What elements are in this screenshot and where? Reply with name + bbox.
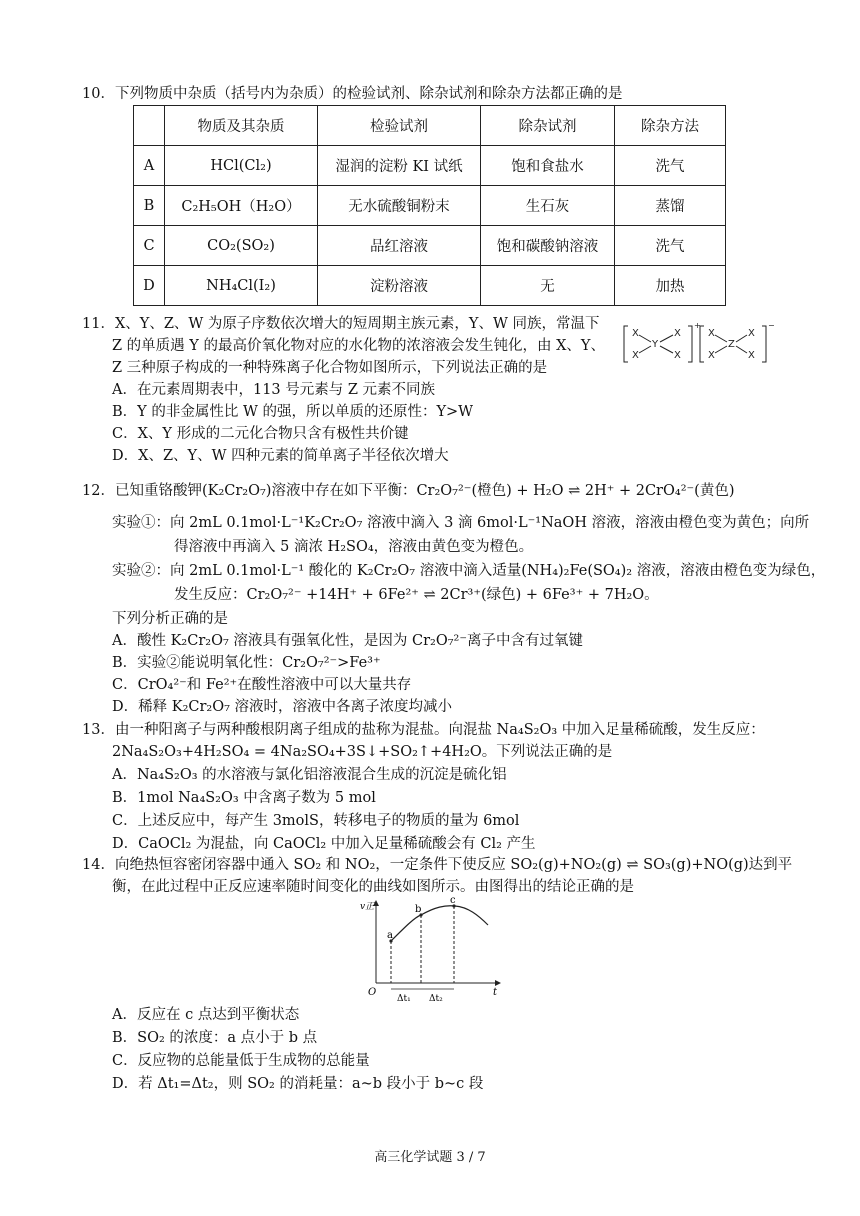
q13-stem-line2: 2Na₄S₂O₃+4H₂SO₄ = 4Na₂SO₄+3S↓+SO₂↑+4H₂O。下列说法正确的是 — [112, 744, 613, 760]
svg-text:X: X — [748, 350, 755, 361]
svg-text:X: X — [748, 328, 755, 339]
svg-text:Z: Z — [728, 339, 735, 350]
q13-option-d: D．CaOCl₂ 为混盐，向 CaOCl₂ 中加入足量稀硫酸会有 Cl₂ 产生 — [112, 836, 536, 852]
q12-option-c: C．CrO₄²⁻和 Fe²⁺在酸性溶液中可以大量共存 — [112, 677, 412, 693]
table-cell: 加热 — [615, 266, 726, 306]
q11-option-b: B．Y 的非金属性比 W 的强，所以单质的还原性：Y>W — [112, 404, 474, 420]
q13-option-a: A．Na₄S₂O₃ 的水溶液与氯化铝溶液混合生成的沉淀是硫化铝 — [112, 767, 507, 783]
rate-time-graph — [350, 895, 510, 1005]
table-cell: 饱和食盐水 — [481, 146, 615, 186]
q14-option-c: C．反应物的总能量低于生成物的总能量 — [112, 1053, 370, 1069]
origin-label: O — [368, 987, 377, 998]
rate-curve — [391, 906, 488, 941]
svg-text:X: X — [632, 328, 639, 339]
table-cell: 洗气 — [615, 146, 726, 186]
svg-text:Y: Y — [652, 339, 659, 350]
page-footer: 高三化学试题 3 / 7 — [374, 1150, 486, 1165]
point-c-label: c — [450, 895, 456, 906]
table-header-row — [134, 106, 726, 146]
table-cell: NH₄Cl(I₂) — [165, 266, 318, 306]
ionic-compound-structure-figure — [622, 320, 775, 368]
q11-stem-line3: Z 三种原子构成的一种特殊离子化合物如图所示，下列说法正确的是 — [112, 360, 548, 376]
q10-table — [133, 105, 726, 306]
point-a-label: a — [387, 930, 393, 941]
svg-text:X: X — [708, 350, 715, 361]
table-cell: 饱和碳酸钠溶液 — [481, 226, 615, 266]
table-cell: CO₂(SO₂) — [165, 226, 318, 266]
table-cell: C — [134, 226, 165, 266]
svg-text:X: X — [632, 350, 639, 361]
table-cell: C₂H₅OH（H₂O） — [165, 186, 318, 226]
dt1-label: Δt₁ — [397, 994, 411, 1004]
table-cell: B — [134, 186, 165, 226]
q12-option-b: B．实验②能说明氧化性：Cr₂O₇²⁻>Fe³⁺ — [112, 655, 381, 671]
q13-option-c: C．上述反应中，每产生 3molS，转移电子的物质的量为 6mol — [112, 813, 520, 829]
q14-stem-line1: 14．向绝热恒容密闭容器中通入 SO₂ 和 NO₂，一定条件下使反应 SO₂(g)+NO₂(g) ⇌ SO₃(g)+NO(g)达到平 — [82, 857, 793, 873]
table-cell: 品红溶液 — [318, 226, 481, 266]
q14-option-a: A．反应在 c 点达到平衡状态 — [112, 1007, 300, 1023]
table-cell: 蒸馏 — [615, 186, 726, 226]
svg-text:X: X — [708, 328, 715, 339]
table-row — [134, 146, 726, 186]
table-cell: 洗气 — [615, 226, 726, 266]
svg-text:X: X — [674, 328, 681, 339]
x-axis-label: t — [493, 987, 498, 998]
svg-text:+: + — [694, 321, 701, 330]
q10-stem: 10．下列物质中杂质（括号内为杂质）的检验试剂、除杂试剂和除杂方法都正确的是 — [82, 86, 623, 102]
q14-stem-line2: 衡，在此过程中正反应速率随时间变化的曲线如图所示。由图得出的结论正确的是 — [112, 879, 634, 895]
table-cell: 无水硫酸铜粉末 — [318, 186, 481, 226]
table-header-cell: 物质及其杂质 — [165, 106, 318, 146]
table-row — [134, 226, 726, 266]
svg-text:−: − — [768, 321, 775, 330]
dt2-label: Δt₂ — [429, 994, 443, 1004]
table-cell: HCl(Cl₂) — [165, 146, 318, 186]
q11-stem-line1: 11．X、Y、Z、W 为原子序数依次增大的短周期主族元素，Y、W 同族，常温下 — [82, 316, 600, 332]
q11-stem-line2: Z 的单质遇 Y 的最高价氧化物对应的水化物的浓溶液会发生钝化，由 X、Y、 — [112, 338, 605, 354]
q11-option-c: C．X、Y 形成的二元化合物只含有极性共价键 — [112, 426, 409, 442]
y-axis-label: v正 — [360, 902, 375, 912]
q13-stem-line1: 13．由一种阳离子与两种酸根阴离子组成的盐称为混盐。向混盐 Na₄S₂O₃ 中加入足量稀硫酸，发生反应： — [82, 722, 765, 738]
table-cell: 湿润的淀粉 KI 试纸 — [318, 146, 481, 186]
q11-option-a: A．在元素周期表中，113 号元素与 Z 元素不同族 — [112, 382, 436, 398]
q11-option-d: D．X、Z、Y、W 四种元素的简单离子半径依次增大 — [112, 448, 449, 464]
q12-prompt: 下列分析正确的是 — [112, 611, 228, 627]
table-cell: 淀粉溶液 — [318, 266, 481, 306]
table-header-cell: 除杂方法 — [615, 106, 726, 146]
point-b-label: b — [415, 904, 422, 915]
q13-option-b: B．1mol Na₄S₂O₃ 中含离子数为 5 mol — [112, 790, 376, 806]
q12-experiment2-line1: 实验②：向 2mL 0.1mol·L⁻¹ 酸化的 K₂Cr₂O₇ 溶液中滴入适量(NH₄)₂Fe(SO₄)₂ 溶液，溶液由橙色变为绿色， — [112, 563, 826, 579]
table-row — [134, 186, 726, 226]
q12-experiment1-line2: 得溶液中再滴入 5 滴浓 H₂SO₄，溶液由黄色变为橙色。 — [174, 539, 534, 555]
q14-option-b: B．SO₂ 的浓度：a 点小于 b 点 — [112, 1030, 318, 1046]
q12-experiment1-line1: 实验①：向 2mL 0.1mol·L⁻¹K₂Cr₂O₇ 溶液中滴入 3 滴 6mol·L⁻¹NaOH 溶液，溶液由橙色变为黄色；向所 — [112, 515, 810, 531]
table-header-cell: 检验试剂 — [318, 106, 481, 146]
q12-option-d: D．稀释 K₂Cr₂O₇ 溶液时，溶液中各离子浓度均减小 — [112, 699, 453, 715]
table-cell: 无 — [481, 266, 615, 306]
table-cell: 生石灰 — [481, 186, 615, 226]
table-cell: A — [134, 146, 165, 186]
table-row — [134, 266, 726, 306]
q12-stem: 12．已知重铬酸钾(K₂Cr₂O₇)溶液中存在如下平衡：Cr₂O₇²⁻(橙色) + H₂O ⇌ 2H⁺ + 2CrO₄²⁻(黄色) — [82, 483, 735, 499]
q12-experiment2-line2: 发生反应：Cr₂O₇²⁻ +14H⁺ + 6Fe²⁺ ⇌ 2Cr³⁺(绿色) + 6Fe³⁺ + 7H₂O。 — [174, 587, 659, 603]
table-header-cell: 除杂试剂 — [481, 106, 615, 146]
q12-option-a: A．酸性 K₂Cr₂O₇ 溶液具有强氧化性，是因为 Cr₂O₇²⁻离子中含有过氧键 — [112, 633, 583, 649]
table-header-cell — [134, 106, 165, 146]
svg-text:X: X — [674, 350, 681, 361]
table-cell: D — [134, 266, 165, 306]
q14-option-d: D．若 Δt₁=Δt₂，则 SO₂ 的消耗量：a~b 段小于 b~c 段 — [112, 1076, 484, 1092]
